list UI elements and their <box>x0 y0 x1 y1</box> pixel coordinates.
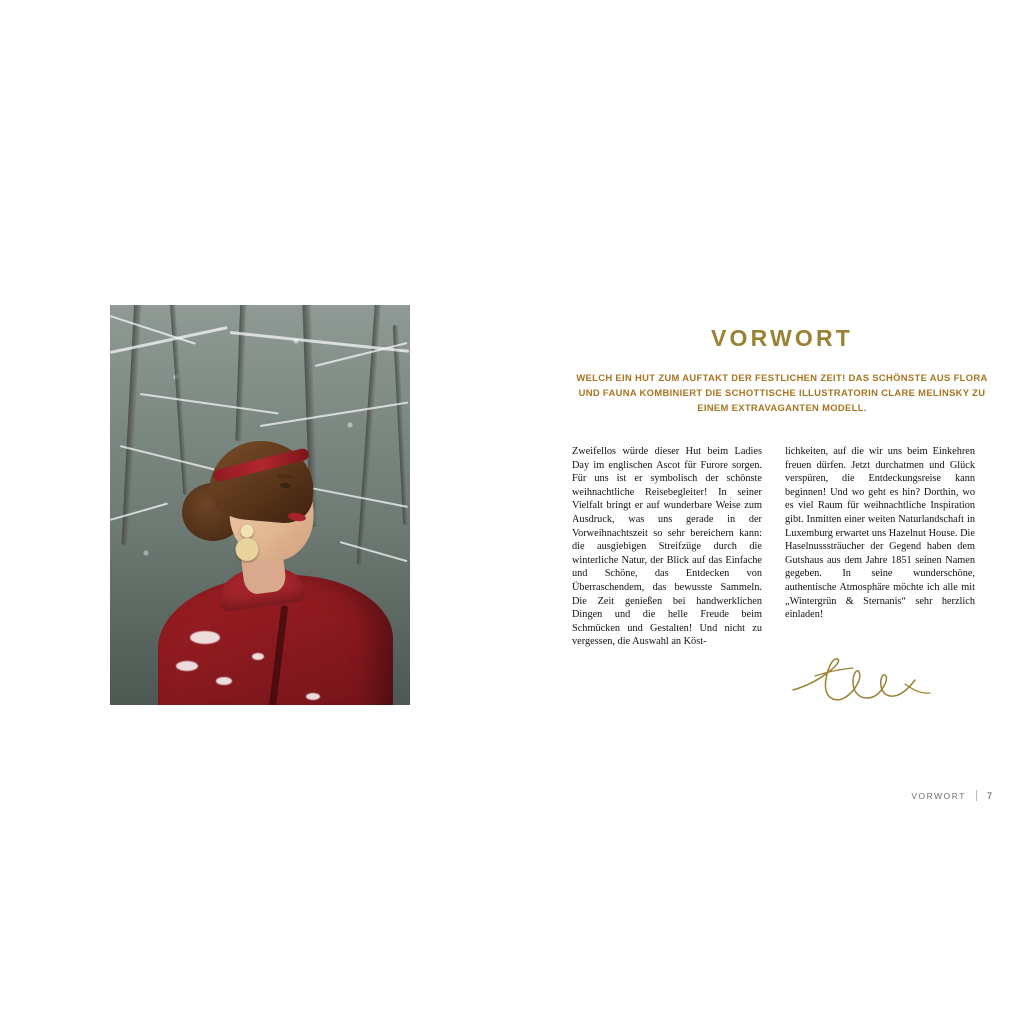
body-column-left <box>572 445 762 649</box>
body-column-right <box>785 445 975 649</box>
tree-trunk <box>121 305 141 545</box>
snow-branch <box>110 315 196 345</box>
photo-background-winter-forest <box>110 305 410 705</box>
photo-subject-woman <box>156 425 406 705</box>
folio-divider <box>976 790 977 801</box>
page-title: VORWORT <box>710 325 854 351</box>
editorial-photo <box>110 305 410 705</box>
earring <box>234 521 260 567</box>
page-number: 7 <box>986 790 992 801</box>
snow-on-coat <box>190 631 220 644</box>
signature-mark <box>787 650 937 710</box>
snow-on-coat <box>216 677 232 685</box>
running-head-label: VORWORT <box>911 790 966 801</box>
page-footer <box>572 790 992 801</box>
snow-on-coat <box>252 653 264 660</box>
snow-branch <box>260 402 408 427</box>
snow-on-coat <box>306 693 320 700</box>
tree-trunk <box>235 305 246 441</box>
right-page <box>572 0 992 1024</box>
snow-branch <box>140 393 279 414</box>
snow-branch <box>110 326 228 353</box>
body-paragraph: lichkeiten, auf die wir uns beim Einkehren freuen dürfen. Jetzt durchatmen und Glück verspüren, die Entdeckungsreise kann beginnen! Und wo geht es hin? Dorthin, wo es viel Raum für weihnachtliche Inspiration gibt. Inmitten einer weiten Naturlandschaft in Luxemburg erwartet uns Hazelnut House. Die Haselnusssträucher der Gegend haben dem Gutshaus aus dem Jahre 1851 seinen Namen gegeben. In seine wunderschöne, authentische Atmosphäre möchte ich alle mit „Wintergrün & Sternanis“ sehr herzlich einladen! <box>785 446 975 621</box>
body-columns <box>572 445 992 649</box>
snow-on-coat <box>176 661 198 671</box>
body-paragraph: Zweifellos würde dieser Hut beim Ladies Day im englischen Ascot für Furore sorgen. Für uns ist er symbolisch der schönste weihnachtliche Reisebegleiter! In seiner Vielfalt bringt er auf wunderbare Weise zum Ausdruck, was uns gerade in der Vorweihnachtszeit so sehr bereichern kann: die ausgiebigen Streifzüge durch die winterliche Natur, der Blick auf das Einfache und Schöne, das Entdecken von Überraschendem, das bewusste Sammeln. Die Zeit genießen bei handwerklichen Dingen und die helle Freude beim Schmücken und Gestalten! Und nicht zu vergessen, die Auswahl an Köst- <box>572 446 762 648</box>
standfirst-text: WELCH EIN HUT ZUM AUFTAKT DER FESTLICHEN ZEIT! DAS SCHÖNSTE AUS FLORA UND FAUNA KOMBINIERT DIE SCHOTTISCHE ILLUSTRATORIN CLARE MELINSKY ZU EINEM EXTRAVAGANTEN MODELL. <box>576 372 988 413</box>
